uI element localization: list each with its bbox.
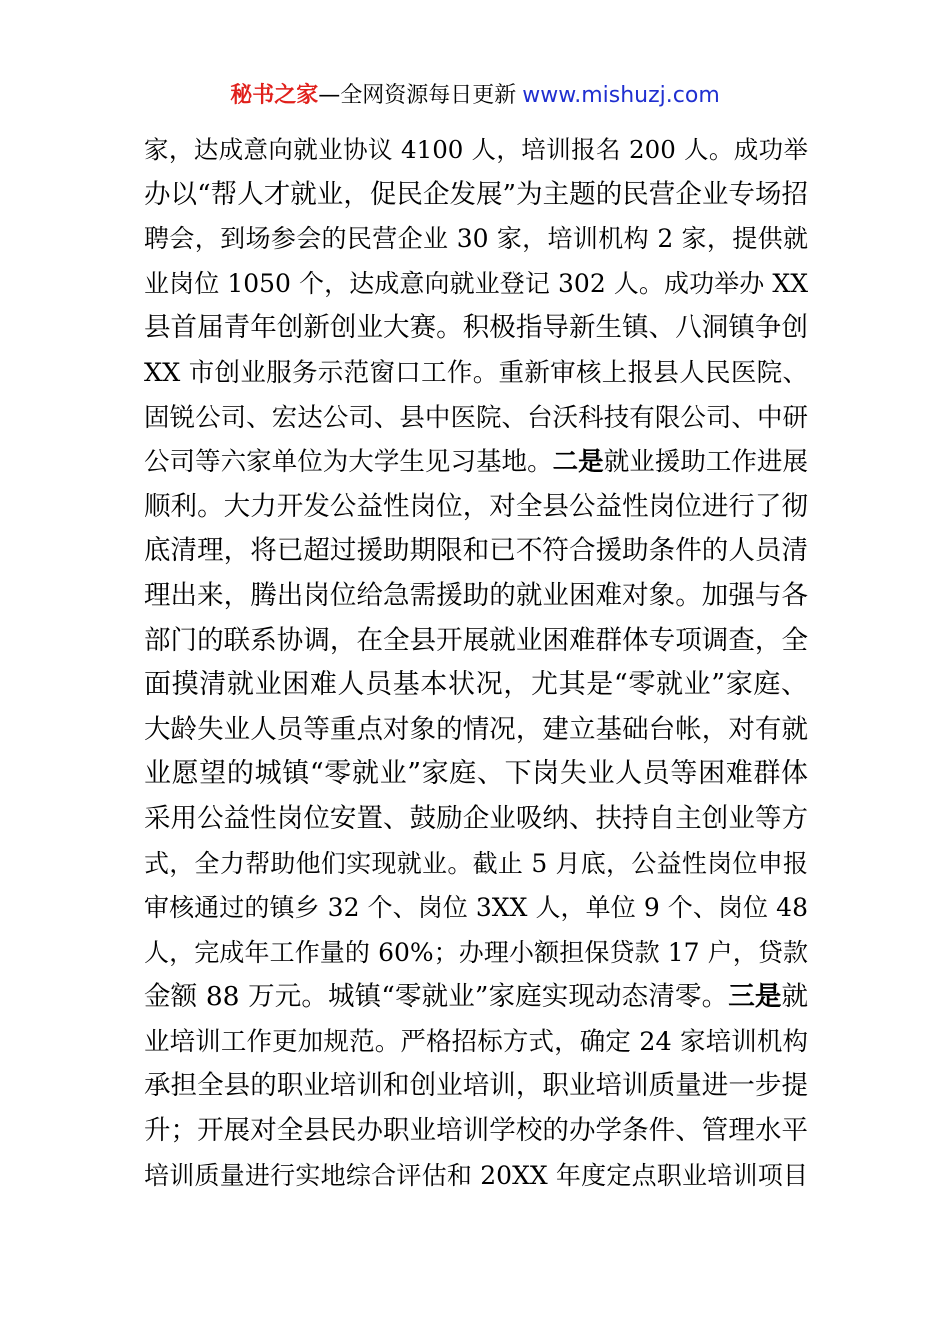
- text-span: 人，完成年工作量的 60%；办理小额担保贷款 17 户，贷款: [144, 937, 808, 967]
- text-line: [144, 173, 808, 218]
- text-span: 大龄失业人员等重点对象的情况，建立基础台帐，对有就: [144, 713, 808, 745]
- text-line: [144, 842, 808, 887]
- text-span: 底清理，将已超过援助期限和已不符合援助条件的人员清: [144, 535, 808, 567]
- text-line: [144, 396, 808, 441]
- text-span: 县首届青年创新创业大赛。积极指导新生镇、八洞镇争创: [144, 312, 808, 344]
- text-line: [144, 574, 808, 619]
- text-line: [144, 1109, 808, 1154]
- text-span: 聘会，到场参会的民营企业 30 家，培训机构 2 家，提供就: [144, 224, 808, 254]
- text-line: [144, 217, 808, 262]
- text-line: [144, 128, 808, 173]
- text-span: XX 市创业服务示范窗口工作。重新审核上报县人民医院、: [144, 357, 808, 388]
- text-line: [144, 529, 808, 574]
- text-span: 承担全县的职业培训和创业培训，职业培训质量进一步提: [144, 1070, 808, 1102]
- bold-text-span: 三是: [728, 981, 782, 1013]
- text-line: [144, 485, 808, 530]
- text-line: [144, 619, 808, 664]
- text-line: [144, 797, 808, 842]
- text-span: 办以“帮人才就业，促民企发展”为主题的民营企业专场招: [144, 178, 808, 210]
- document-body: [144, 128, 808, 1198]
- text-span: 公司等六家单位为大学生见习基地。: [144, 447, 553, 478]
- bold-text-span: 二是: [552, 447, 604, 478]
- text-span: 业培训工作更加规范。严格招标方式，确定 24 家培训机构: [144, 1026, 808, 1057]
- text-line: [144, 886, 808, 931]
- text-span: 升；开展对全县民办职业培训学校的办学条件、管理水平: [144, 1115, 808, 1147]
- text-line: [144, 708, 808, 753]
- text-span: 就业援助工作进展: [603, 447, 808, 478]
- text-span: 业愿望的城镇“零就业”家庭、下岗失业人员等困难群体: [144, 758, 808, 790]
- text-span: 就: [781, 981, 809, 1013]
- text-span: 理出来，腾出岗位给急需援助的就业困难对象。加强与各: [144, 579, 808, 611]
- text-line: [144, 931, 808, 976]
- text-line: [144, 1064, 808, 1109]
- text-span: 家，达成意向就业协议 4100 人，培训报名 200 人。成功举: [144, 135, 808, 164]
- text-line: [144, 306, 808, 351]
- text-line: [144, 663, 808, 708]
- text-span: 业岗位 1050 个，达成意向就业登记 302 人。成功举办 XX: [144, 268, 808, 298]
- text-span: 金额 88 万元。城镇“零就业”家庭实现动态清零。: [144, 981, 729, 1013]
- text-line: [144, 351, 808, 396]
- text-span: 顺利。大力开发公益性岗位，对全县公益性岗位进行了彻: [144, 490, 808, 522]
- text-span: 面摸清就业困难人员基本状况，尤其是“零就业”家庭、: [144, 669, 808, 701]
- text-span: 审核通过的镇乡 32 个、岗位 3XX 人，单位 9 个、岗位 48: [144, 893, 808, 923]
- text-span: 部门的联系协调，在全县开展就业困难群体专项调查，全: [144, 624, 808, 656]
- text-span: 采用公益性岗位安置、鼓励企业吸纳、扶持自主创业等方: [144, 802, 808, 834]
- text-line: [144, 1154, 808, 1199]
- header-tagline: —全网资源每日更新: [318, 83, 517, 108]
- text-line: [144, 262, 808, 307]
- text-line: [144, 440, 808, 485]
- site-url-link[interactable]: www.mishuzj.com: [522, 83, 720, 108]
- brand-name: 秘书之家: [230, 83, 319, 108]
- text-line: [144, 752, 808, 797]
- text-line: [144, 975, 808, 1020]
- text-span: 式，全力帮助他们实现就业。截止 5 月底，公益性岗位申报: [144, 848, 808, 878]
- text-span: 培训质量进行实地综合评估和 20XX 年度定点职业培训项目: [144, 1160, 808, 1190]
- text-span: 固锐公司、宏达公司、县中医院、台沃科技有限公司、中研: [144, 402, 808, 433]
- site-header: [0, 80, 950, 112]
- text-line: [144, 1020, 808, 1065]
